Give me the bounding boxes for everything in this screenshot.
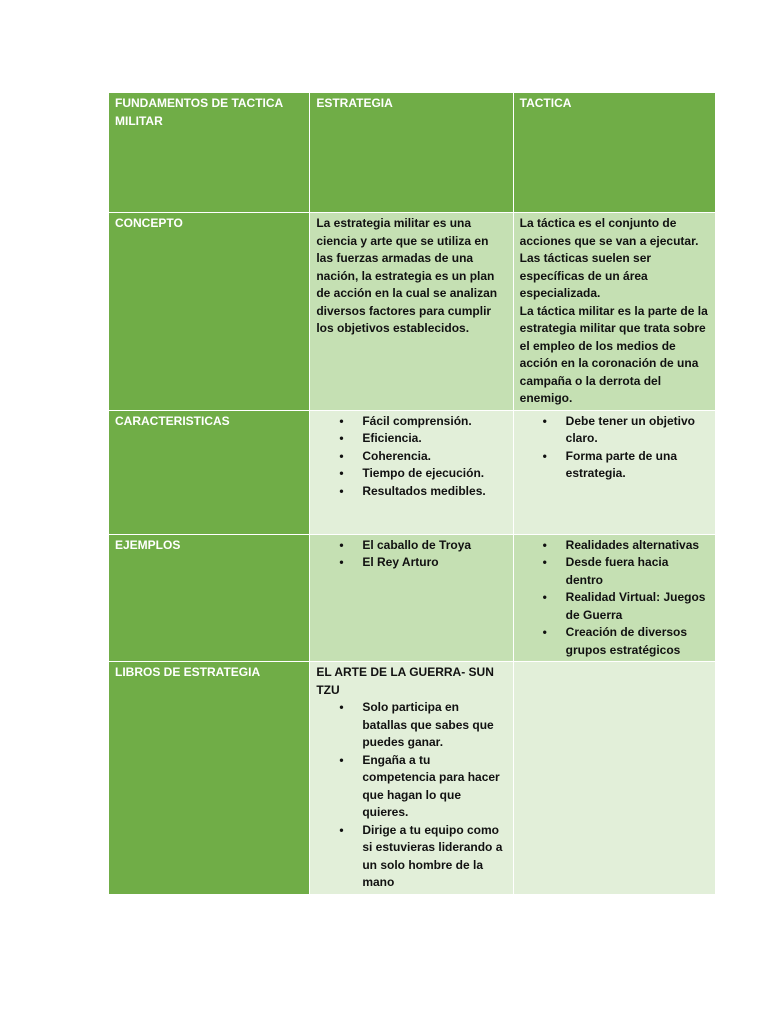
table-header-row bbox=[109, 93, 716, 213]
list-item: • Creación de diversos grupos estratégicos bbox=[520, 624, 709, 659]
list-item: • Desde fuera hacia dentro bbox=[520, 554, 709, 589]
concepto-tactica bbox=[513, 213, 715, 411]
row-ejemplos bbox=[109, 534, 716, 662]
row-label-caracteristicas: CARACTERISTICAS bbox=[109, 410, 310, 534]
list-item: • Debe tener un objetivo claro. bbox=[520, 413, 709, 448]
list-item: • Tiempo de ejecución. bbox=[316, 465, 506, 483]
list-item: • Engaña a tu competencia para hacer que hagan lo que quieres. bbox=[316, 752, 506, 822]
caracteristicas-estrategia bbox=[310, 410, 513, 534]
list-item: • Resultados medibles. bbox=[316, 483, 506, 501]
bullet-list bbox=[316, 537, 506, 572]
bullet-list bbox=[520, 413, 709, 483]
list-item: • Realidades alternativas bbox=[520, 537, 709, 555]
list-item: • Coherencia. bbox=[316, 448, 506, 466]
libros-estrategia bbox=[310, 662, 513, 895]
bullet-list bbox=[316, 413, 506, 501]
list-item: • Forma parte de una estrategia. bbox=[520, 448, 709, 483]
concepto-tactica-paragraph: La táctica militar es la parte de la estrategia militar que trata sobre el empleo de los medios de acción en la coronación de una campaña o la derrota del enemigo. bbox=[519, 303, 708, 405]
ejemplos-estrategia bbox=[310, 534, 513, 662]
header-estrategia: ESTRATEGIA bbox=[310, 93, 513, 213]
row-caracteristicas bbox=[109, 410, 716, 534]
list-item: • El caballo de Troya bbox=[316, 537, 506, 555]
list-item: • Fácil comprensión. bbox=[316, 413, 506, 431]
concepto-estrategia: La estrategia militar es una ciencia y arte que se utiliza en las fuerzas armadas de una nación, la estrategia es un plan de acción en la cual se analizan diversos factores para cumplir los objetivos establecidos. bbox=[310, 213, 513, 411]
row-label-ejemplos: EJEMPLOS bbox=[109, 534, 310, 662]
libros-tactica bbox=[513, 662, 715, 895]
header-tactica: TACTICA bbox=[513, 93, 715, 213]
caracteristicas-tactica bbox=[513, 410, 715, 534]
list-item: • Dirige a tu equipo como si estuvieras liderando a un solo hombre de la mano bbox=[316, 822, 506, 892]
concepto-tactica-paragraph: La táctica es el conjunto de acciones que se van a ejecutar. Las tácticas suelen ser específicas de un área especializada. bbox=[519, 216, 699, 300]
header-fundamentos: FUNDAMENTOS DE TACTICA MILITAR bbox=[109, 93, 310, 213]
row-concepto bbox=[109, 213, 716, 411]
list-item: • Solo participa en batallas que sabes que puedes ganar. bbox=[316, 699, 506, 752]
book-title: EL ARTE DE LA GUERRA- SUN TZU bbox=[316, 665, 494, 697]
list-item: • Realidad Virtual: Juegos de Guerra bbox=[520, 589, 709, 624]
row-label-libros: LIBROS DE ESTRATEGIA bbox=[109, 662, 310, 895]
list-item: • El Rey Arturo bbox=[316, 554, 506, 572]
list-item: • Eficiencia. bbox=[316, 430, 506, 448]
bullet-list bbox=[520, 537, 709, 660]
bullet-list bbox=[316, 699, 506, 892]
ejemplos-tactica bbox=[513, 534, 715, 662]
row-libros bbox=[109, 662, 716, 895]
comparison-table bbox=[108, 92, 716, 895]
row-label-concepto: CONCEPTO bbox=[109, 213, 310, 411]
